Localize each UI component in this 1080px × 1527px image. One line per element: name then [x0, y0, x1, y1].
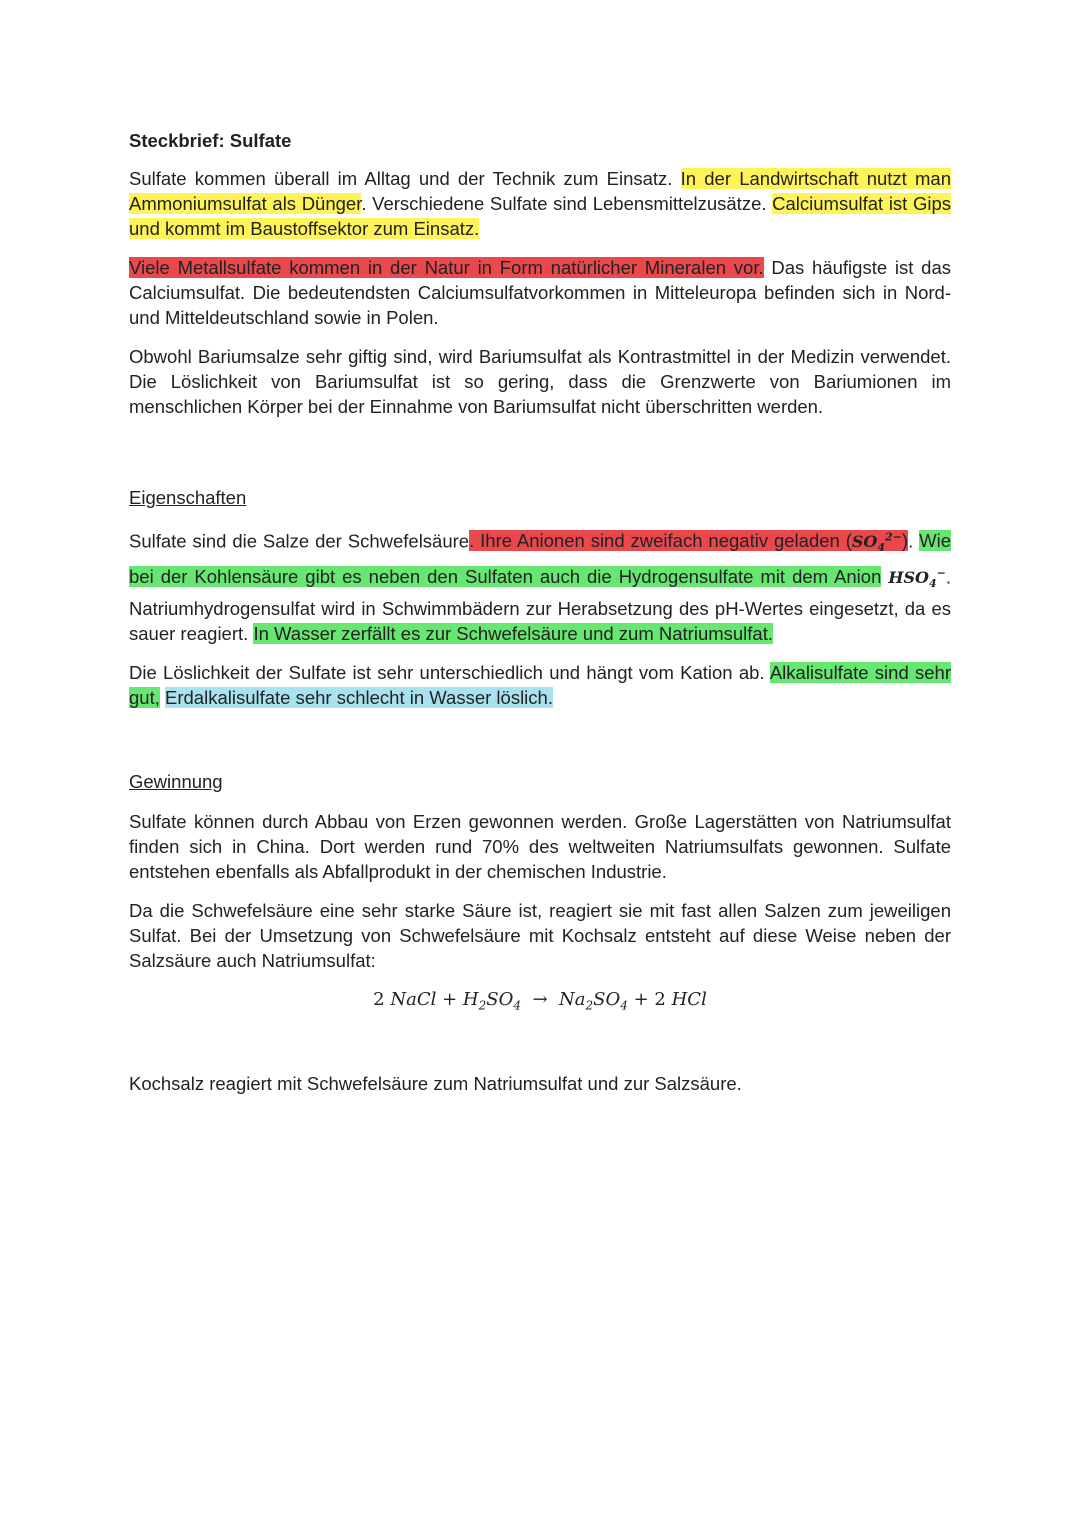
formula-subscript: 2 — [585, 998, 594, 1013]
text-span: . Natriumhydrogensulfat wird in Schwimmbädern zur Herabsetzung des pH-Wertes eingesetzt, da es sauer reagiert. — [129, 565, 951, 645]
plus-sign: + — [633, 989, 649, 1011]
formula-superscript: 2− — [885, 531, 902, 544]
text-span: . — [908, 530, 914, 552]
chemical-equation — [129, 987, 951, 1019]
text-span: ) — [901, 530, 909, 552]
formula-hcl: HCl — [671, 989, 707, 1011]
document-title: Steckbrief: Sulfate — [129, 130, 292, 151]
highlight-red — [469, 530, 909, 555]
formula-part: SO — [851, 532, 878, 552]
plus-sign: + — [442, 989, 458, 1011]
formula-h2so4 — [462, 989, 521, 1013]
highlight-green: In Wasser zerfällt es zur Schwefelsäure und zum Natriumsulfat. — [253, 623, 774, 645]
paragraph-mining: Sulfate können durch Abbau von Erzen gewonnen werden. Große Lagerstätten von Natriumsulfat finden sich in China. Dort werden rund 70% des weltweiten Natriumsulfats gewonnen. Sulfate entstehen ebenfalls als Abfallprodukt in der chemischen Industrie. — [129, 811, 951, 883]
highlight-green: Alkalisulfate sind sehr gut, — [129, 662, 952, 709]
formula-superscript: − — [936, 566, 946, 580]
formula-part: H — [462, 989, 479, 1011]
paragraph-properties — [129, 525, 951, 646]
text-span: Sulfate sind die Salze der Schwefelsäure — [129, 530, 470, 552]
text-span: Die Löslichkeit der Sulfate ist sehr unterschiedlich und hängt vom Kation ab. — [129, 662, 770, 684]
formula-subscript: 4 — [877, 541, 886, 555]
sulfate-ion-formula — [851, 531, 902, 555]
paragraph-intro — [129, 166, 951, 241]
formula-subscript: 2 — [478, 998, 487, 1013]
formula-subscript: 4 — [928, 577, 937, 591]
paragraph-summary: Kochsalz reagiert mit Schwefelsäure zum Natriumsulfat und zur Salzsäure. — [129, 1072, 742, 1094]
text-span: Sulfate kommen überall im Alltag und der Technik zum Einsatz. — [129, 168, 681, 189]
hydrogensulfate-ion-formula — [888, 566, 946, 591]
text-span: . Ihre Anionen sind zweifach negativ geladen ( — [469, 530, 852, 552]
formula-subscript: 4 — [620, 998, 628, 1013]
highlight-yellow: In der Landwirtschaft nutzt man Ammoniumsulfat als Dünger — [129, 168, 952, 214]
text-span: . Verschiedene Sulfate sind Lebensmittelzusätze. — [361, 193, 773, 214]
highlight-cyan: Erdalkalisulfate sehr schlecht in Wasser löslich. — [165, 687, 553, 709]
formula-part: SO — [486, 989, 514, 1011]
formula-subscript: 4 — [513, 998, 521, 1013]
coefficient: 2 — [654, 989, 666, 1011]
paragraph-solubility — [129, 660, 951, 710]
reaction-arrow: → — [532, 989, 548, 1011]
section-heading-eigenschaften: Eigenschaften — [129, 487, 247, 508]
highlight-yellow: Calciumsulfat ist Gips und kommt im Baustoffsektor zum Einsatz. — [129, 193, 951, 239]
highlight-red: Viele Metallsulfate kommen in der Natur in Form natürlicher Mineralen vor. — [129, 257, 764, 278]
text-span: Das häufigste ist das Calciumsulfat. Die bedeutendsten Calciumsulfatvorkommen in Mitteleuropa befinden sich in Nord- und Mitteldeutschland sowie in Polen. — [129, 257, 951, 328]
paragraph-barium: Obwohl Bariumsalze sehr giftig sind, wird Bariumsulfat als Kontrastmittel in der Medizin verwendet. Die Löslichkeit von Bariumsulfat ist so gering, dass die Grenzwerte von Bariumionen im menschlichen Körper bei der Einnahme von Bariumsulfat nicht überschritten werden. — [129, 346, 951, 417]
formula-nacl: NaCl — [390, 989, 437, 1011]
paragraph-minerals — [129, 255, 951, 330]
formula-part: Na — [559, 989, 586, 1011]
paragraph-reaction: Da die Schwefelsäure eine sehr starke Säure ist, reagiert sie mit fast allen Salzen zum jeweiligen Sulfat. Bei der Umsetzung von Schwefelsäure mit Kochsalz entsteht auf diese Weise neben der Salzsäure auch Natriumsulfat: — [129, 900, 951, 972]
formula-part: HSO — [888, 567, 929, 587]
formula-part: SO — [593, 989, 621, 1011]
document-content — [129, 128, 951, 1110]
formula-na2so4 — [559, 989, 628, 1013]
section-heading-gewinnung: Gewinnung — [129, 771, 223, 793]
coefficient: 2 — [373, 989, 385, 1011]
highlight-green: Wie bei der Kohlensäure gibt es neben den Sulfaten auch die Hydrogensulfate mit dem Anion — [129, 530, 951, 587]
